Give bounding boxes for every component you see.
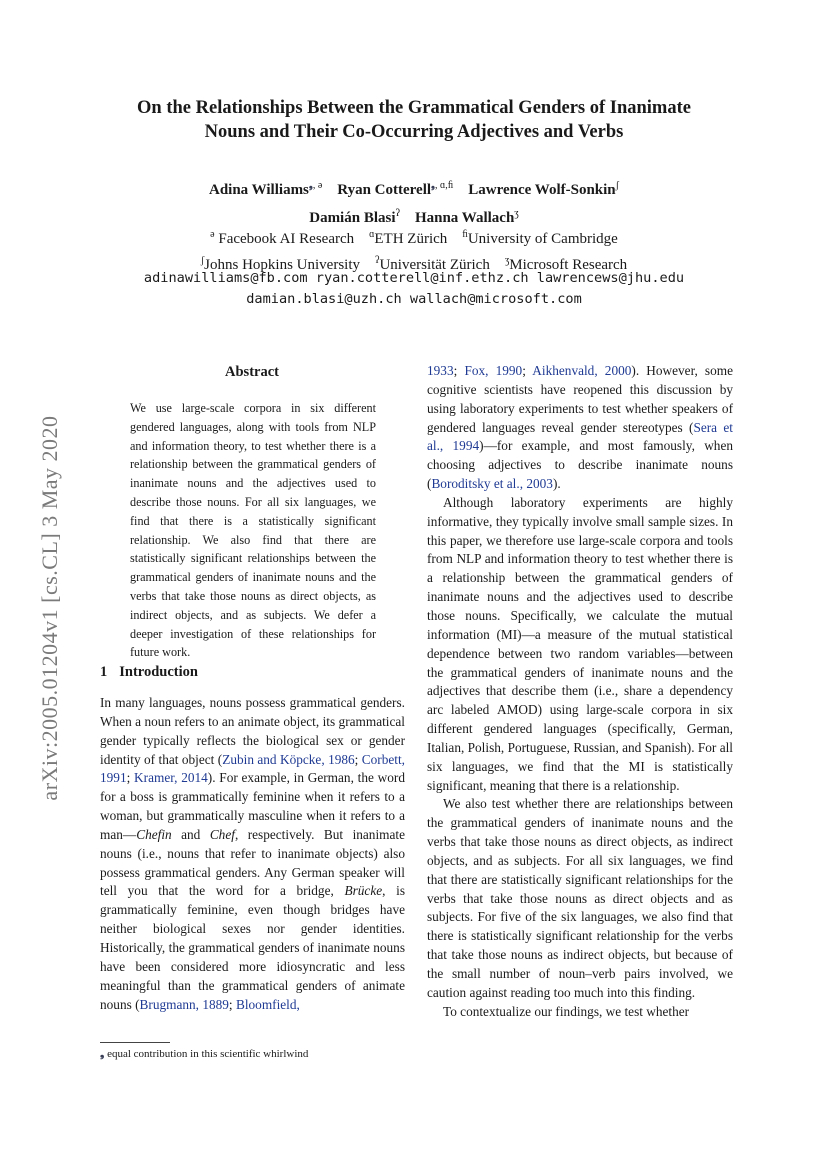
citation-link[interactable]: Bloomfield, [235,996,300,1012]
abstract-heading: Abstract [225,364,279,380]
section-number: 1 [100,664,108,680]
affiliation: University of Cambridge [467,231,618,247]
citation-link[interactable]: Zubin and Köpcke, 1986 [222,751,355,767]
author-name: Lawrence Wolf-Sonkin [468,182,616,198]
author-name: Ryan Cotterell [337,182,432,198]
dependency-label: AMOD [496,702,538,718]
citation-link[interactable]: Corbett, 1991 [100,751,405,786]
affiliation-line-1 [80,224,748,250]
email-line-2: damian.blasi@uzh.ch wallach@microsoft.com [246,291,582,307]
text-run: ; [453,363,465,378]
equal-contribution-mark: ❟ [308,180,313,191]
citation-link[interactable]: 1933 [427,363,454,378]
equal-contribution-mark: ❟ [431,180,435,191]
right-column-body [427,362,733,1022]
citation-link[interactable]: Kramer, 2014 [134,770,208,786]
footnote-text: equal contribution in this scientific whirlwind [107,1048,309,1060]
author-name: Adina Williams [209,182,309,198]
example-word: Chef [209,826,235,842]
title-line-1: On the Relationships Between the Grammatical Genders of Inanimate [137,98,691,118]
author-affil-mark: , ɑ,ﬁ [434,180,454,191]
paragraph [427,494,733,796]
text-run: ; [126,770,135,786]
affiliation: Johns Hopkins University [204,257,360,273]
citation-link[interactable]: Boroditsky et al., 2003 [431,476,553,492]
text-run: , respectively. But inanimate nouns (i.e., nouns that refer to inanimate objects) also possess grammatical genders. Any German speaker will tell you that the word for a bridge, [100,826,405,899]
citation-link[interactable]: Aikhenvald, 2000 [532,363,632,378]
arxiv-stamp: arXiv:2005.01204v1 [cs.CL] 3 May 2020 [37,415,62,801]
author-affil-mark: ʒ [514,208,519,219]
paragraph [427,362,733,494]
text-run: , is grammatically feminine, even though bridges have neither biological sexes nor gender identities. Historically, the grammatical genders of inanimate nouns have been considered more idiosyncratic and less meaningful than the grammatical genders of animate nouns ( [100,883,406,1012]
text-run: ). [552,476,561,492]
citation-link[interactable]: Brugmann, 1889 [139,996,229,1012]
affil-mark: ʃ [200,255,205,266]
citation-link[interactable]: Fox, 1990 [464,363,523,378]
example-word: Chefin [136,826,172,842]
affil-mark: ʔ [375,255,380,266]
footnote-mark: ❟ [100,1048,105,1060]
section-heading [100,664,198,681]
paper-title [80,96,748,144]
text-run: ). However, some cognitive scientists have reopened this discussion by using laboratory experiments to test whether speakers of gendered languages reveal gender stereotypes ( [427,363,734,435]
text-run: and [171,826,210,842]
affil-mark: ﬁ [462,229,468,240]
paragraph: We also test whether there are relationships between the grammatical genders of inanimate nouns and the verbs that take those nouns as direct objects, as indirect objects, and as subjects. For all six languages, we find that there are statistically significant relationships for the verbs that take those nouns as direct objects and as subjects. For five of the six languages, we also find that there is statistically significant relationship for the verbs that take those nouns as indirect objects, but because of the small number of noun–verb pairs involved, we caution against reading too much into this finding. [427,796,733,1000]
paragraph [100,694,405,1014]
section-title: Introduction [119,664,198,680]
affiliation: Facebook AI Research [218,231,355,247]
author-affil-mark: ʔ [395,208,400,219]
text-run: ; [354,751,362,767]
text-run: ) using large-scale corpora in six different gendered languages (specifically, German, Italian, Polish, Portuguese, Russian, and Spanish). For all six languages, we find that the MI is statistically significant, meaning that there is a relationship. [427,702,733,793]
text-run: )—for example, and most famously, when choosing adjectives to describe inanimate nouns ( [427,438,733,492]
email-line-1: adinawilliams@fb.com ryan.cotterell@inf.ethz.ch lawrencews@jhu.edu [143,270,685,286]
text-run: ; [228,996,236,1012]
author-affil-mark: , ə [312,180,323,191]
author-name: Hanna Wallach [414,210,515,226]
footnote [100,1046,405,1062]
left-column-body [100,694,405,1014]
affiliation: ETH Zürich [374,231,448,247]
author-emails [80,268,748,310]
text-run: In many languages, nouns possess grammatical genders. When a noun refers to an animate object, its grammatical gender typically reflects the biological sex or gender identity of that object ( [100,695,405,767]
author-list [80,174,748,230]
citation-link[interactable]: Sera et al., 1994 [427,419,733,454]
author-line-1 [80,174,748,202]
text-run: ; [522,363,533,378]
text-run: Although laboratory experiments are highly informative, they typically involve small sample sizes. In this paper, we therefore use large-scale corpora and tools from NLP and information theory to test whether there is a relationship between the grammatical genders of inanimate nouns and the adjectives used to describe those nouns. Specifically, we calculate the mutual information (MI)—a measure of the mutual statistical dependence between two random variables—between the grammatical genders of inanimate nouns and the adjectives that describe them (i.e., share a dependency arc labeled [427,494,733,718]
paragraph: To contextualize our findings, we test whether [443,1003,690,1019]
affil-mark: ɑ [369,229,375,240]
abstract-body: We use large-scale corpora in six different gendered languages, along with tools from NLP and information theory, to test whether there is a relationship between the grammatical genders of inanimate nouns and the adjectives used to describe those nouns. For all six languages, we find that there is a statistically significant relationship. We also find that there are statistically significant relationships between the grammatical genders of inanimate nouns and the verbs that take those nouns as direct objects, as indirect objects, and as subjects. We defer a deeper investigation of these relationships for future work. [130,401,376,660]
affiliation: Microsoft Research [509,257,628,273]
affiliation: Universität Zürich [379,257,490,273]
affil-mark: ʒ [504,255,510,266]
author-name: Damián Blasi [309,210,396,226]
text-run: ). For example, in German, the word for a boss is grammatically feminine when it refers to a woman, but grammatically masculine when it refers to a man— [100,770,405,842]
title-line-2: Nouns and Their Co-Occurring Adjectives and Verbs [204,122,624,142]
example-word: Brücke [344,883,383,899]
affil-mark: ə [210,229,215,240]
author-affil-mark: ʃ [615,180,619,191]
footnote-rule [100,1042,170,1043]
